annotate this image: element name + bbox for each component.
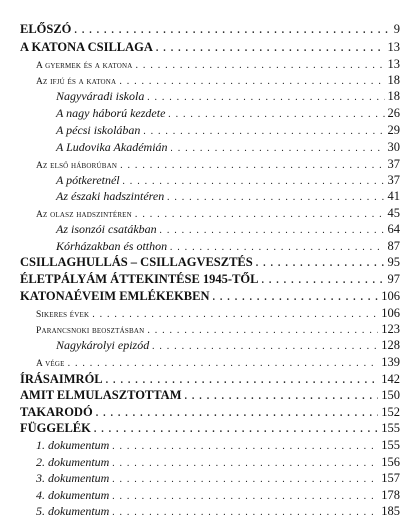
leader-dots [261,274,384,288]
toc-entry-title: ELŐSZÓ [20,22,72,36]
toc-entry-title: A KATONA CSILLAGA [20,40,153,54]
toc-entry-page: 87 [387,239,400,253]
toc-entry-page: 155 [381,421,400,435]
toc-entry-title: Az első háborúban [36,161,118,171]
leader-dots [112,440,378,454]
toc-entry-page: 45 [387,206,400,220]
toc-entry-title: ÍRÁSAIMRÓL [20,372,103,386]
toc-entry-title: Sikeres évek [36,310,90,320]
toc-entry-page: 142 [381,372,400,386]
toc-entry-title: Parancsnoki beosztásban [36,326,145,336]
toc-entry [0,405,418,421]
leader-dots [167,191,384,205]
toc-entry-page: 95 [387,255,400,269]
toc-entry-page: 139 [381,355,400,369]
toc-entry-page: 157 [381,471,400,485]
toc-entry-title: 1. dokumentum [36,438,110,452]
toc-entry-title: Kórházakban és otthon [56,239,168,253]
leader-dots [152,340,378,354]
toc-entry [0,255,418,271]
leader-dots [119,75,384,89]
toc-entry [0,57,418,73]
toc-entry [0,239,418,255]
toc-entry-page: 30 [387,140,400,154]
toc-entry [0,89,418,105]
toc-entry-page: 150 [381,388,400,402]
toc-entry-page: 41 [387,189,400,203]
toc-entry-page: 156 [381,455,400,469]
toc-entry-title: A pécsi iskolában [56,123,141,137]
toc-entry [0,504,418,520]
toc-entry [0,306,418,322]
leader-dots [143,125,384,139]
toc-entry-page: 13 [387,57,400,71]
toc-entry [0,40,418,56]
leader-dots [94,423,378,437]
toc-entry-title: FÜGGELÉK [20,421,91,435]
toc-entry [0,173,418,189]
toc-entry-page: 64 [387,222,400,236]
leader-dots [120,159,384,173]
leader-dots [156,42,385,56]
toc-entry-title: Az ifjú és a katona [36,77,117,87]
toc-entry-title: Nagykárolyi epizód [56,338,150,352]
toc-entry-title: A pótkeretnél [56,173,120,187]
toc-entry-title: Az olasz hadszintéren [36,210,132,220]
leader-dots [136,59,385,73]
leader-dots [213,291,379,305]
toc-entry [0,289,418,305]
toc-entry [0,157,418,173]
leader-dots [168,108,384,122]
leader-dots [160,224,385,238]
toc-entry-title: A vége [36,359,65,369]
toc-entry [0,355,418,371]
toc-entry [0,206,418,222]
toc-entry-page: 128 [381,338,400,352]
leader-dots [112,473,378,487]
toc-entry-title: A Ludovika Akadémián [56,140,168,154]
leader-dots [106,374,379,388]
toc-entry-title: 4. dokumentum [36,488,110,502]
toc-entry-page: 18 [387,73,400,87]
toc-entry-title: A nagy háború kezdete [56,106,166,120]
toc-entry [0,22,418,38]
toc-entry-page: 185 [381,504,400,518]
toc-entry-page: 155 [381,438,400,452]
toc-entry [0,73,418,89]
leader-dots [112,457,378,471]
toc-entry [0,455,418,471]
leader-dots [96,407,379,421]
toc-entry [0,488,418,504]
toc-entry-page: 152 [381,405,400,419]
leader-dots [112,506,378,520]
toc-entry-title: AMIT ELMULASZTOTTAM [20,388,182,402]
toc-entry-page: 178 [381,488,400,502]
leader-dots [147,91,384,105]
toc-entry-title: ÉLETPÁLYÁM ÁTTEKINTÉSE 1945-TŐL [20,272,259,286]
leader-dots [74,24,390,38]
toc-entry-page: 37 [387,157,400,171]
toc-entry-title: CSILLAGHULLÁS – CSILLAGVESZTÉS [20,255,253,269]
toc-entry-title: A gyermek és a katona [36,61,133,71]
toc-entry-page: 106 [381,289,400,303]
toc-entry [0,388,418,404]
toc-entry [0,438,418,454]
toc-entry-page: 13 [387,40,400,54]
toc-entry-page: 9 [393,22,400,36]
toc-entry [0,372,418,388]
toc-entry-title: Nagyváradi iskola [56,89,145,103]
toc-entry-title: TAKARODÓ [20,405,93,419]
toc-entry [0,189,418,205]
toc-entry [0,222,418,238]
toc-entry [0,106,418,122]
toc-entry-page: 123 [381,322,400,336]
toc-entry [0,123,418,139]
leader-dots [92,308,378,322]
toc-entry-page: 97 [387,272,400,286]
leader-dots [256,257,385,271]
toc-entry-title: 3. dokumentum [36,471,110,485]
toc-entry [0,471,418,487]
leader-dots [68,357,379,371]
leader-dots [147,324,378,338]
leader-dots [170,241,384,255]
toc-entry-page: 37 [387,173,400,187]
toc-entry-page: 29 [387,123,400,137]
toc-entry-page: 18 [387,89,400,103]
toc-entry-title: 5. dokumentum [36,504,110,518]
toc-entry-page: 26 [387,106,400,120]
toc-entry [0,338,418,354]
toc-entry-title: 2. dokumentum [36,455,110,469]
leader-dots [185,390,379,404]
toc-entry [0,421,418,437]
toc-entry [0,322,418,338]
leader-dots [135,208,385,222]
leader-dots [171,142,385,156]
toc-entry-title: Az északi hadszintéren [56,189,165,203]
toc-entry [0,272,418,288]
toc-entry-title: KATONAÉVEIM EMLÉKEKBEN [20,289,210,303]
leader-dots [123,175,385,189]
toc-entry-page: 106 [381,306,400,320]
toc-entry-title: Az isonzói csatákban [56,222,157,236]
leader-dots [112,490,378,504]
toc-entry [0,140,418,156]
